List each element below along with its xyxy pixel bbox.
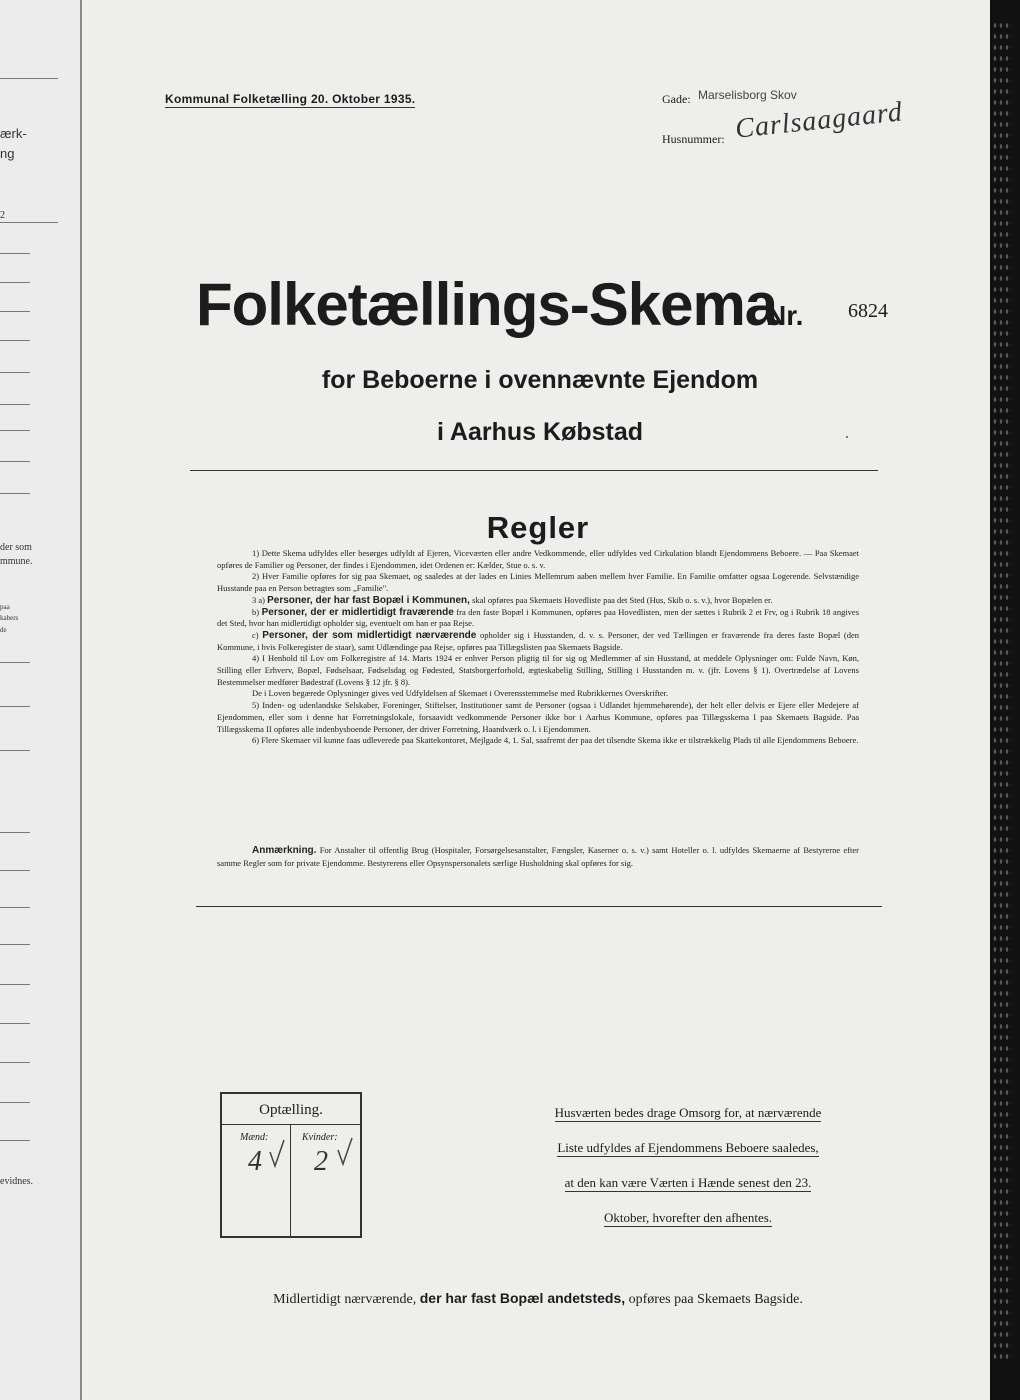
host-notice-line: Liste udfyldes af Ejendommens Beboere saaledes,	[557, 1140, 819, 1155]
ruled-line	[0, 461, 30, 462]
check-mark-icon	[336, 1136, 354, 1168]
rule-3c-emphasis: Personer, der som midlertidigt nærværende	[262, 629, 477, 641]
host-notice	[500, 1096, 876, 1236]
form-city: i Aarhus Købstad	[436, 418, 644, 446]
ruled-line	[0, 1140, 30, 1141]
rule-3a	[217, 595, 859, 607]
rule-3a-number: 3 a)	[252, 594, 265, 605]
rule-4: 4) I Henhold til Lov om Folkeregistre af 14. Marts 1924 er enhver Person pligtig til for sig og Medlemmer af sin Husstand, at meddele Oplysninger om: Fulde Navn, Køn, Stilling eller Erhverv, Bopæl, Fødselsaar, Fødselsdag og Fødested, Statsborgerforhold, ægteskabelig Stilling, Stilling i Husstanden m. v. (jfr. Lovens § 1). Overtrædelse af Lovens Bestemmelser medfører Bødestraf (Lovens § 12 jfr. § 8).	[217, 653, 859, 687]
previous-page-fragment: paa	[0, 603, 10, 611]
ruled-line	[0, 404, 30, 405]
footer-text: opføres paa Skemaets Bagside.	[628, 1292, 803, 1307]
ruled-line	[0, 1062, 30, 1063]
men-count: 4	[248, 1146, 262, 1177]
binding-texture	[992, 20, 1012, 1360]
women-label: Kvinder:	[302, 1132, 338, 1143]
host-notice-line: at den kan være Værten i Hænde senest den 23.	[564, 1175, 812, 1190]
ruled-line	[0, 1023, 30, 1024]
ruled-line	[0, 706, 30, 707]
ruled-line	[0, 984, 30, 985]
form-subtitle: for Beboerne i ovennævnte Ejendom	[321, 366, 759, 394]
footer-text: Midlertidigt nærværende,	[273, 1292, 417, 1307]
ruled-line	[0, 750, 30, 751]
host-notice-line: Husværten bedes drage Omsorg for, at nærværende	[554, 1105, 822, 1120]
count-divider	[290, 1124, 291, 1236]
men-label: Mænd:	[240, 1132, 269, 1143]
check-mark-icon	[268, 1138, 286, 1170]
divider	[196, 906, 882, 907]
count-divider	[222, 1124, 360, 1125]
rules-body	[217, 548, 859, 747]
ruled-line	[0, 340, 30, 341]
form-number-value: 6824	[848, 300, 888, 322]
ruled-line	[0, 662, 30, 663]
ink-mark	[846, 436, 848, 438]
ruled-line	[0, 493, 30, 494]
ruled-line	[0, 832, 30, 833]
rule-2: 2) Hver Familie opføres for sig paa Skemaet, og saaledes at der lades en Linies Mellemrum aaben mellem hver Familie. En Familie omfatter ogsaa Logerende. Selvstændige Husstande paa en Person betragtes som „Familie".	[217, 571, 859, 594]
ruled-line	[0, 870, 30, 871]
rule-3b-text: fra den faste Bopæl i Kommunen, opføres paa Hovedlisten, men der sættes i Rubrik 2 et Frv, og i Rubrik 18 angives det Sted, hvor han midlertidigt opholder sig, eventuelt om han er paa Rejse.	[217, 606, 860, 629]
ruled-line	[0, 311, 30, 312]
previous-page-fragment: de	[0, 626, 7, 634]
ruled-line	[0, 1102, 30, 1103]
previous-page-fragment: ærk-	[0, 126, 27, 141]
ruled-line	[0, 78, 58, 79]
host-notice-line: Oktober, hvorefter den afhentes.	[603, 1210, 773, 1225]
count-box	[220, 1092, 362, 1238]
rule-1: 1) Dette Skema udfyldes eller besørges udfyldt af Ejeren, Viceværten eller andre Vedkommende, eller udfyldes ved Cirkulation blandt Ejendommens Beboere. — Paa Skemaet opføres de Familier og Personer, der findes i Ejendommen, idet Ordenen er: Kælder, Stue o. s. v.	[217, 548, 859, 570]
street-label: Gade:	[662, 92, 691, 106]
ruled-line	[0, 907, 30, 908]
ruled-line	[0, 253, 30, 254]
rule-3c-number: c)	[252, 629, 259, 640]
women-count: 2	[314, 1146, 328, 1177]
rule-3c	[217, 630, 859, 653]
previous-page-fragment: evidnes.	[0, 1176, 34, 1187]
previous-page-fragment: mmune.	[0, 556, 33, 567]
footer-emphasis: der har fast Bopæl andetsteds,	[419, 1290, 626, 1306]
footer-note	[0, 1290, 1020, 1308]
previous-page-fragment: der som	[0, 542, 32, 553]
form-title: Folketællings-Skema	[196, 271, 778, 338]
ruled-line	[0, 944, 30, 945]
census-header: Kommunal Folketælling 20. Oktober 1935.	[165, 92, 416, 106]
rule-4b: De i Loven begærede Oplysninger gives ved Udfyldelsen af Skemaet i Overensstemmelse med Rubrikkernes Overskrifter.	[252, 688, 669, 699]
ruled-line	[0, 282, 30, 283]
rule-3b	[217, 607, 859, 630]
rule-3b-number: b)	[252, 606, 260, 617]
form-number-label: Nr.	[766, 300, 804, 331]
count-title: Optælling.	[259, 1102, 323, 1118]
previous-page-fragment: 2	[0, 210, 5, 221]
ruled-line	[0, 222, 58, 223]
previous-page-fragment: ng	[0, 146, 15, 161]
rule-3a-emphasis: Personer, der har fast Bopæl i Kommunen,	[267, 594, 470, 606]
remark-heading: Anmærkning.	[252, 845, 317, 856]
rule-3c-text: opholder sig i Husstanden, d. v. s. Personer, der ved Tællingen er fraværende fra deres faste Bopæl (den Kommune, i hvis Folkeregister de staar), samt Udlændinge paa Rejse, opføres paa Tillægslisten paa Skemaets Bagside.	[217, 629, 860, 652]
rule-3b-emphasis: Personer, der er midlertidigt fraværende	[261, 606, 454, 618]
previous-page-fragment: kabers	[0, 614, 19, 622]
previous-page-strip	[0, 0, 82, 1400]
house-number-handwritten: Carlsaagaard	[733, 96, 905, 145]
rule-3a-text: skal opføres paa Skemaets Hovedliste paa det Sted (Hus, Skib o. s. v.), hvor Bopælen er.	[472, 594, 773, 605]
rule-5: 5) Inden- og udenlandske Selskaber, Foreninger, Stiftelser, Institutioner samt de Personer (ogsaa i Udlandet hjemmehørende), der helt eller delvis er Ejere eller Medejere af Ejendommen, eller som i denne har Forretningslokale, forsaavidt vedkommende Personer ikke bor i Aarhus Kommune, opføres paa Tillægsskema I paa Skemaets Bagside. Paa Tillægsskema II opføres alle indenbysboende Personer, der driver Forretning, Haandværk o. l. i Ejendommen.	[217, 700, 859, 734]
divider	[190, 470, 878, 471]
rules-heading: Regler	[486, 510, 590, 545]
rule-6: 6) Flere Skemaer vil kunne faas udleverede paa Skattekontoret, Mejlgade 4, 1. Sal, saafremt der paa det tilsendte Skema ikke er tilstrækkelig Plads til alle Ejendommens Beboere.	[252, 735, 859, 746]
street-value: Marselisborg Skov	[698, 88, 797, 102]
house-number-label: Husnummer:	[662, 132, 725, 146]
remark	[217, 844, 859, 869]
remark-text: For Anstalter til offentlig Brug (Hospitaler, Forsørgelsesanstalter, Fængsler, Kaserner o. s. v.) samt Hoteller o. l. udfyldes Skemaerne af Bestyrerne efter samme Regler som for private Ejendomme. Bestyrerens eller Opsynspersonalets særlige Husholdning skal opføres for sig.	[217, 845, 859, 868]
